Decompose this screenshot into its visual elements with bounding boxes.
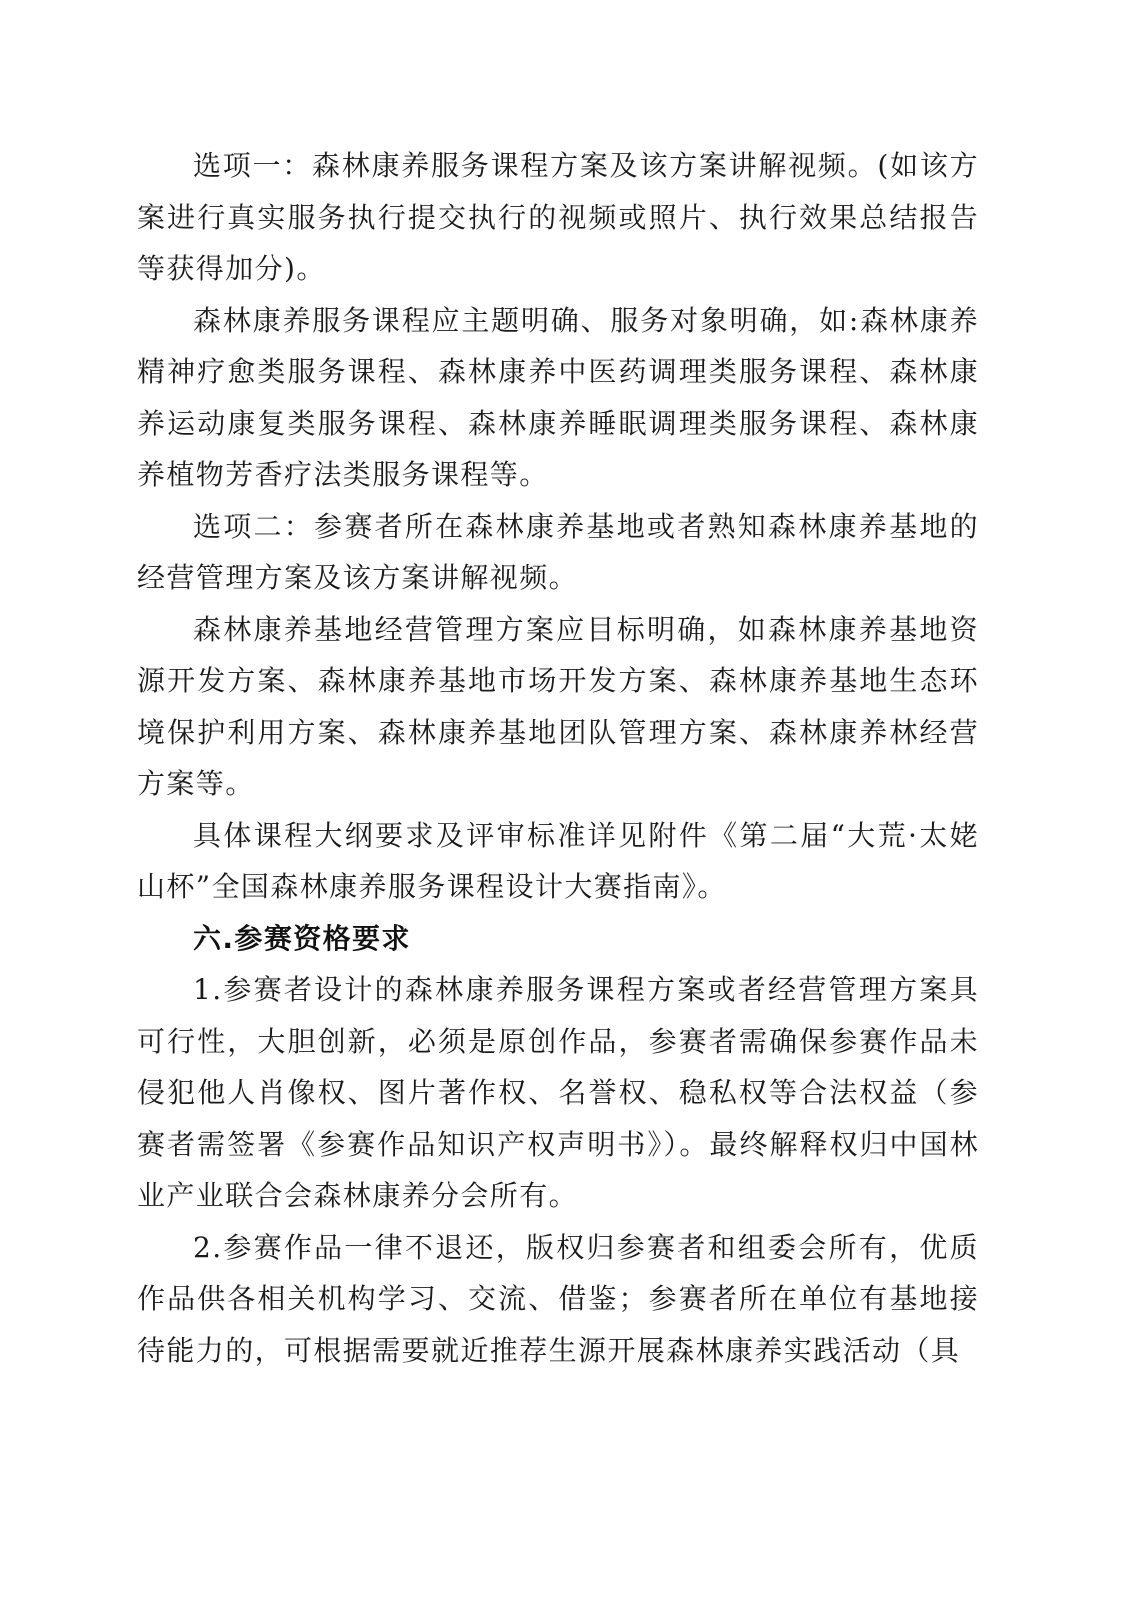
paragraph-guideline-reference: 具体课程大纲要求及评审标准详见附件《第二届“大荒·太姥山杯”全国森林康养服务课程设计大赛指南》。 — [137, 818, 979, 903]
paragraph-service-course-examples: 森林康养服务课程应主题明确、服务对象明确，如:森林康养精神疗愈类服务课程、森林康养中医药调理类服务课程、森林康养运动康复类服务课程、森林康养睡眠调理类服务课程、森林康养植物芳香疗法类服务课程等。 — [137, 303, 979, 491]
paragraph-eligibility-2: 2.参赛作品一律不退还，版权归参赛者和组委会所有，优质作品供各相关机构学习、交流、借鉴；参赛者所在单位有基地接待能力的，可根据需要就近推荐生源开展森林康养实践活动（具 — [137, 1230, 979, 1367]
section-heading-eligibility: 六.参赛资格要求 — [193, 921, 411, 955]
paragraph-eligibility-1: 1.参赛者设计的森林康养服务课程方案或者经营管理方案具可行性，大胆创新，必须是原创作品，参赛者需确保参赛作品未侵犯他人肖像权、图片著作权、名誉权、稳私权等合法权益（参赛者需签署《参赛作品知识产权声明书》）。最终解释权归中国林业产业联合会森林康养分会所有。 — [137, 973, 979, 1212]
document-body — [137, 140, 979, 1376]
paragraph-option-two: 选项二：参赛者所在森林康养基地或者熟知森林康养基地的经营管理方案及该方案讲解视频。 — [137, 509, 979, 594]
paragraph-option-one: 选项一：森林康养服务课程方案及该方案讲解视频。(如该方案进行真实服务执行提交执行的视频或照片、执行效果总结报告等获得加分)。 — [137, 149, 979, 285]
paragraph-base-management-examples: 森林康养基地经营管理方案应目标明确，如森林康养基地资源开发方案、森林康养基地市场开发方案、森林康养基地生态环境保护利用方案、森林康养基地团队管理方案、森林康养林经营方案等。 — [137, 612, 979, 800]
